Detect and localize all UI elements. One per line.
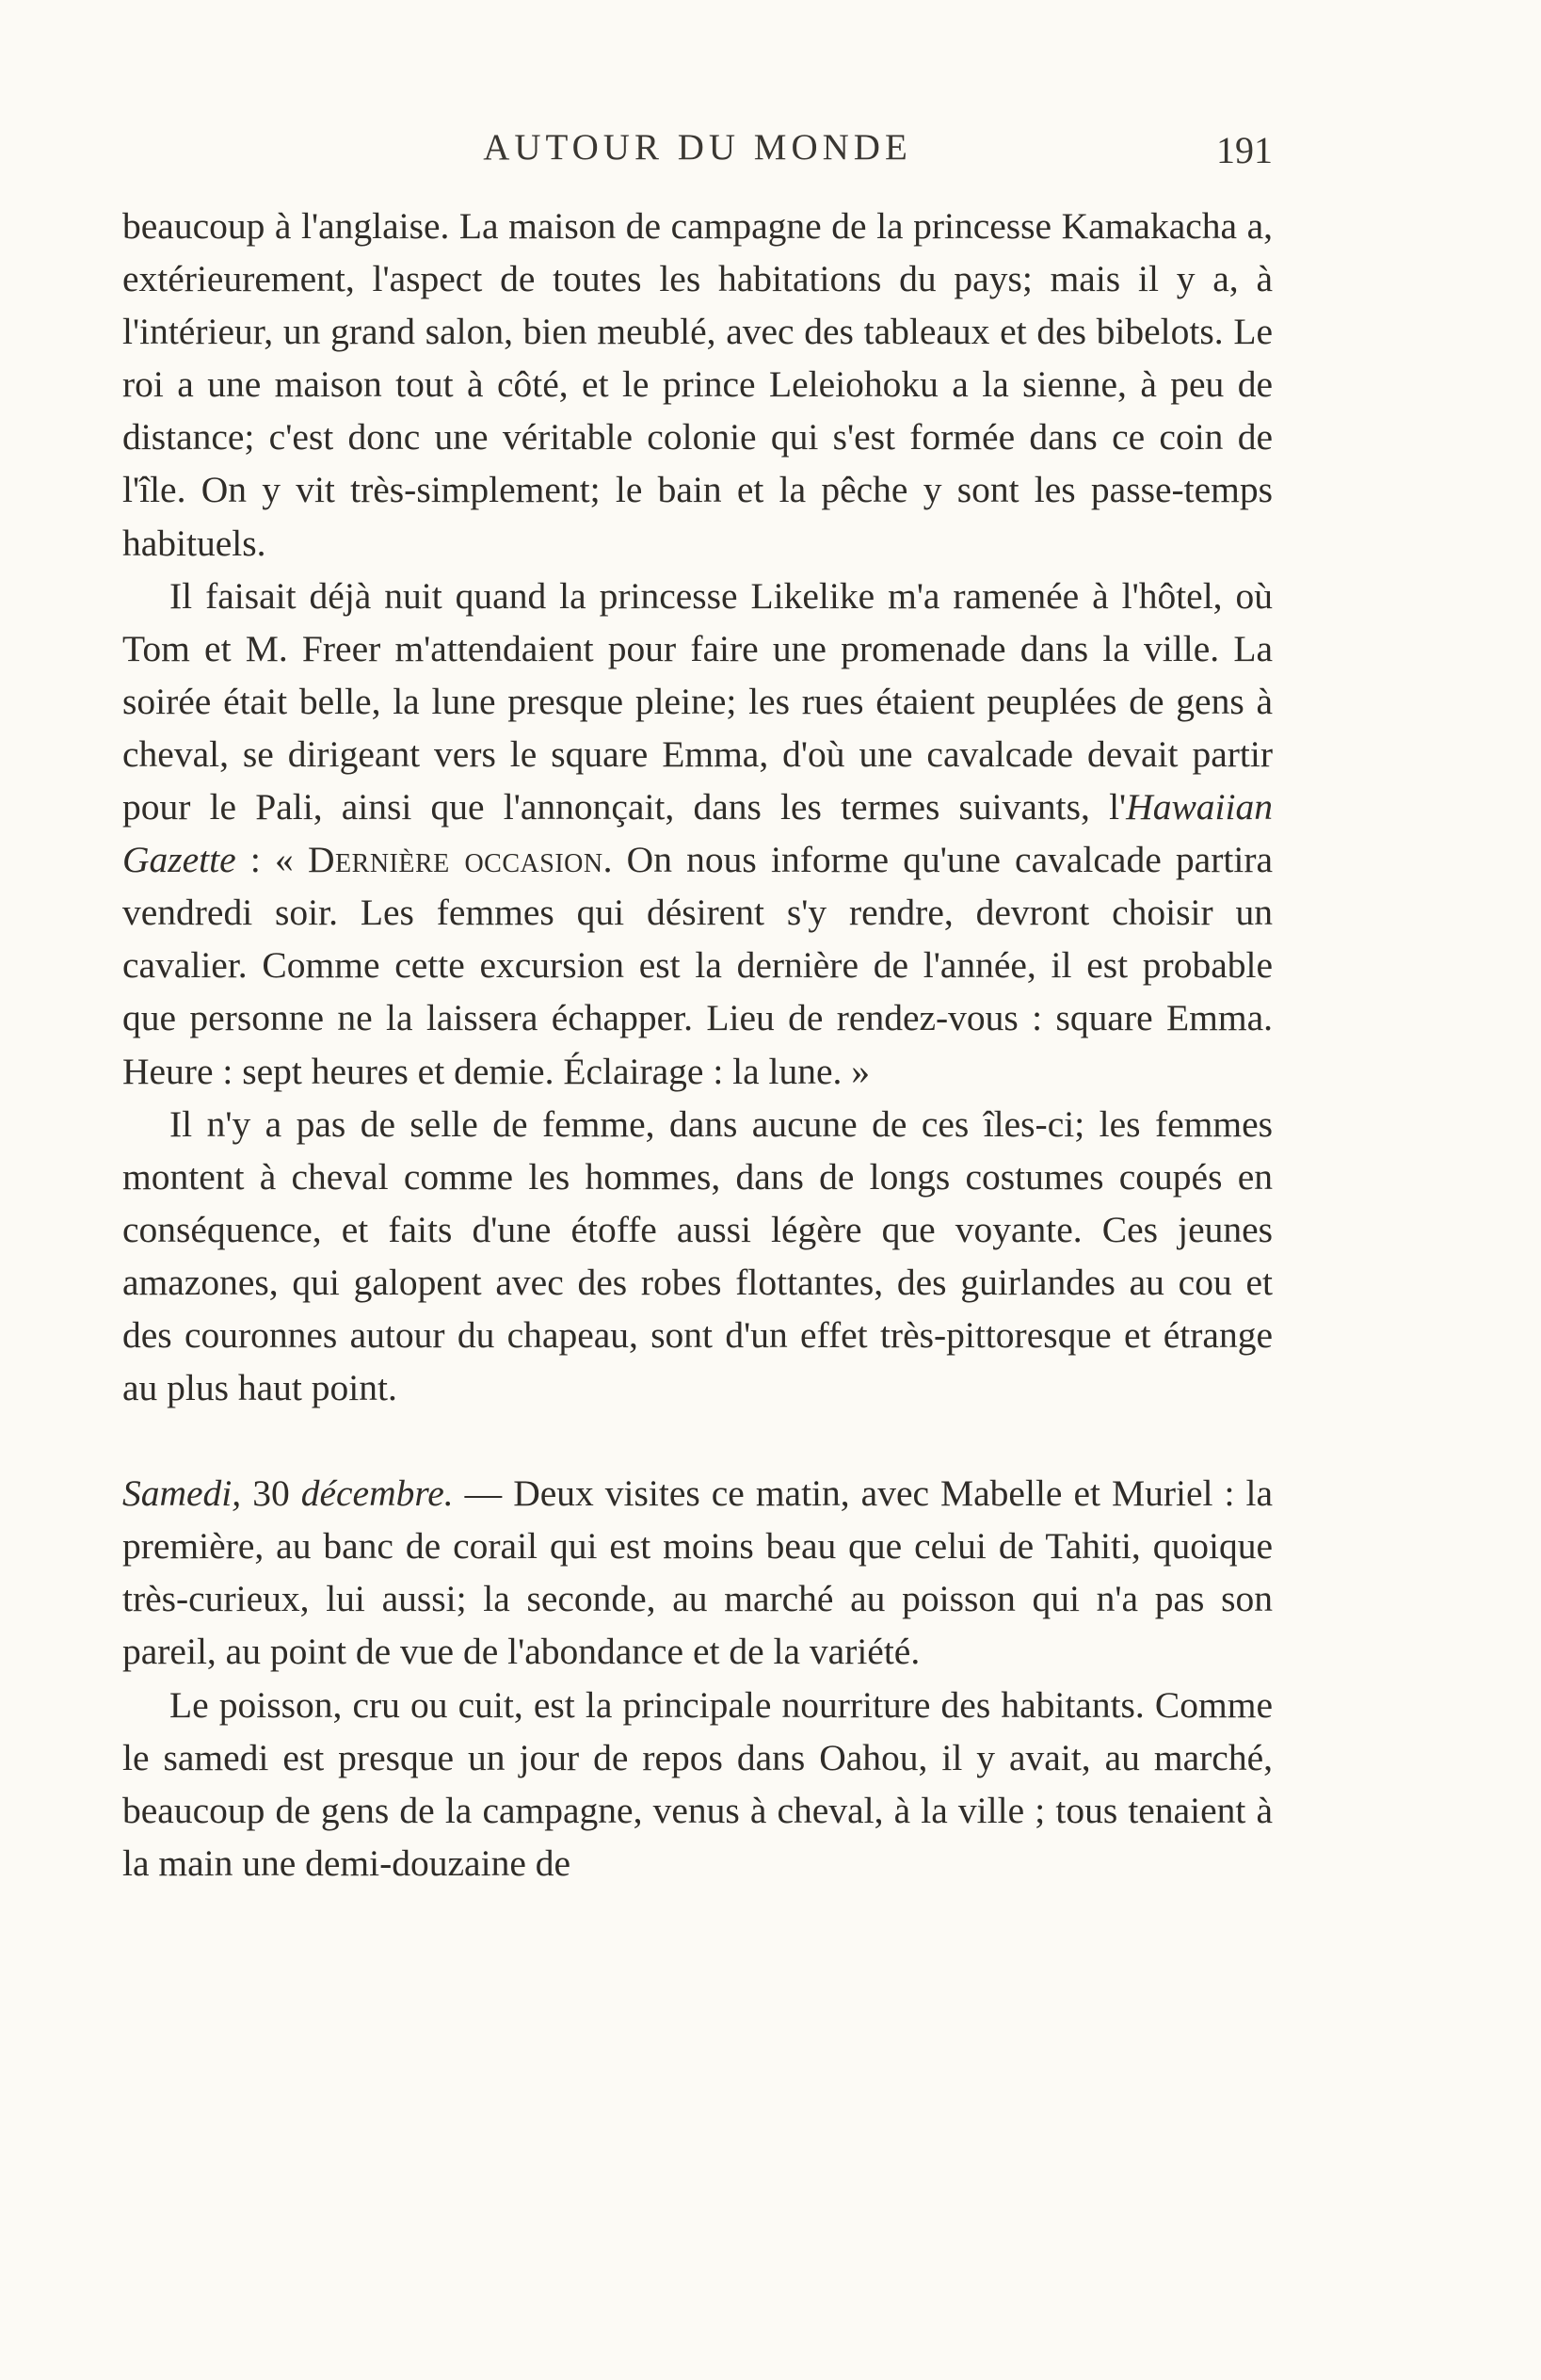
entry-day: Samedi, [122, 1472, 242, 1515]
small-caps-phrase: Dernière occasion [308, 839, 603, 881]
paragraph-3: Il n'y a pas de selle de femme, dans aucune de ces îles-ci; les femmes montent à cheval comme les hommes, dans de longs costumes coupés en conséquence, et faits d'une étoffe aussi légère que voyante. Ces jeunes amazones, qui galopent avec des robes flottantes, des guirlandes au cou et des couronnes autour du chapeau, sont d'un effet très-pittoresque et étrange au plus haut point. [122, 1102, 1273, 1409]
newspaper-title: Hawaiian Gazette [122, 786, 1273, 881]
page-number: 191 [1216, 129, 1273, 171]
entry-month: décembre. [300, 1472, 454, 1515]
paragraph-2-text-b: : « [235, 839, 309, 881]
entry-text: — Deux visites ce matin, avec Mabelle et Muriel : la première, au banc de corail qui est moins beau que celui de Tahiti, quoique très-curieux, lui aussi; la seconde, au marché au poisson qui n'a pas son pareil, au point de vue de l'abondance et de la variété. [122, 1472, 1274, 1673]
paragraph-2-text-a: Il faisait déjà nuit quand la princesse Likelike m'a ramenée à l'hôtel, où Tom et M. Freer m'attendaient pour faire une promenade dans la ville. La soirée était belle, la lune presque pleine; les rues étaient peuplées de gens à cheval, se dirigeant vers le square Emma, d'où une cavalcade devait partir pour le Pali, ainsi que l'annonçait, dans les termes suivants, l' [122, 574, 1273, 828]
running-title: AUTOUR DU MONDE [483, 127, 912, 168]
paragraph-5: Le poisson, cru ou cuit, est la principale nourriture des habitants. Comme le samedi est presque un jour de repos dans Oahou, il y avait, au marché, beaucoup de gens de la campagne, venus à cheval, à la ville ; tous tenaient à la main une demi-douzaine de [122, 1683, 1273, 1884]
body-text [122, 200, 1273, 1890]
paragraph-2 [122, 570, 1273, 1098]
paragraph-2-text-c: . On nous informe qu'une cavalcade partira vendredi soir. Les femmes qui désirent s'y rendre, devront choisir un cavalier. Comme cette excursion est la dernière de l'année, il est probable que personne ne la laissera échapper. Lieu de rendez-vous : square Emma. Heure : sept heures et demie. Éclairage : la lune. » [122, 839, 1273, 1092]
paragraph-1: beaucoup à l'anglaise. La maison de campagne de la princesse Kamakacha a, extérieurement, l'aspect de toutes les habitations du pays; mais il y a, à l'intérieur, un grand salon, bien meublé, avec des tableaux et des bibelots. Le roi a une maison tout à côté, et le prince Leleiohoku a la sienne, à peu de distance; c'est donc une véritable colonie qui s'est formée dans ce coin de l'île. On y vit très-simplement; le bain et la pêche y sont les passe-temps habituels. [122, 205, 1273, 564]
diary-entry-paragraph [122, 1467, 1273, 1678]
page-header [122, 121, 1273, 177]
entry-date-number: 30 [241, 1472, 301, 1515]
